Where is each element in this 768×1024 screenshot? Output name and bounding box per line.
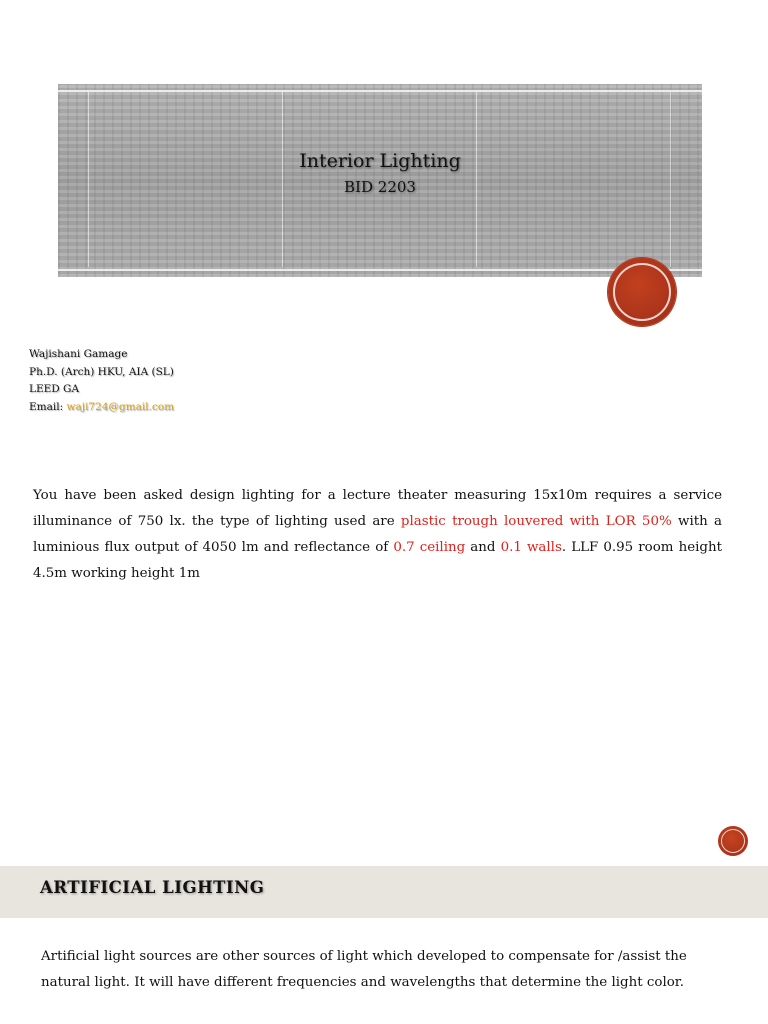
highlight-walls: 0.1 walls: [500, 540, 562, 555]
email-link[interactable]: waji724@gmail.com: [66, 400, 175, 413]
decorative-small-circle-icon: [718, 826, 748, 856]
title-banner: [58, 84, 702, 277]
section-body-text: Artificial light sources are other sources of light which developed to compensate for /assist the natural light. It will have different frequencies and wavelengths that determine the light color.: [41, 949, 687, 990]
author-accreditation: LEED GA: [29, 383, 80, 395]
highlight-ceiling: 0.7 ceiling: [393, 540, 466, 555]
highlight-luminaire: plastic trough louvered with LOR 50%: [400, 514, 672, 529]
email-label: Email:: [29, 400, 67, 413]
course-code: BID 2203: [344, 178, 416, 196]
author-email-line: [29, 399, 174, 417]
problem-text: and: [465, 540, 501, 555]
decorative-circle-icon: [608, 258, 676, 326]
author-block: [29, 346, 174, 416]
page-title: Interior Lighting: [299, 150, 461, 172]
problem-text: You have been asked design lighting for a lecture theater measuring 15x10m requires a service illuminance of 750 lx. the type of lighting used are: [33, 488, 722, 529]
banner-top-band: [58, 90, 702, 92]
problem-statement: [33, 483, 722, 587]
section-header-bar: [0, 866, 768, 918]
problem-text: . LLF 0.95 room height 4.5m working height 1m: [33, 540, 722, 581]
section-heading: ARTIFICIAL LIGHTING: [40, 878, 265, 897]
author-credentials: Ph.D. (Arch) HKU, AIA (SL): [29, 365, 174, 378]
banner-bottom-band: [58, 269, 702, 271]
problem-text: with a luminious flux output of 4050 lm and reflectance of: [33, 514, 723, 555]
author-name: Wajishani Gamage: [29, 348, 128, 360]
